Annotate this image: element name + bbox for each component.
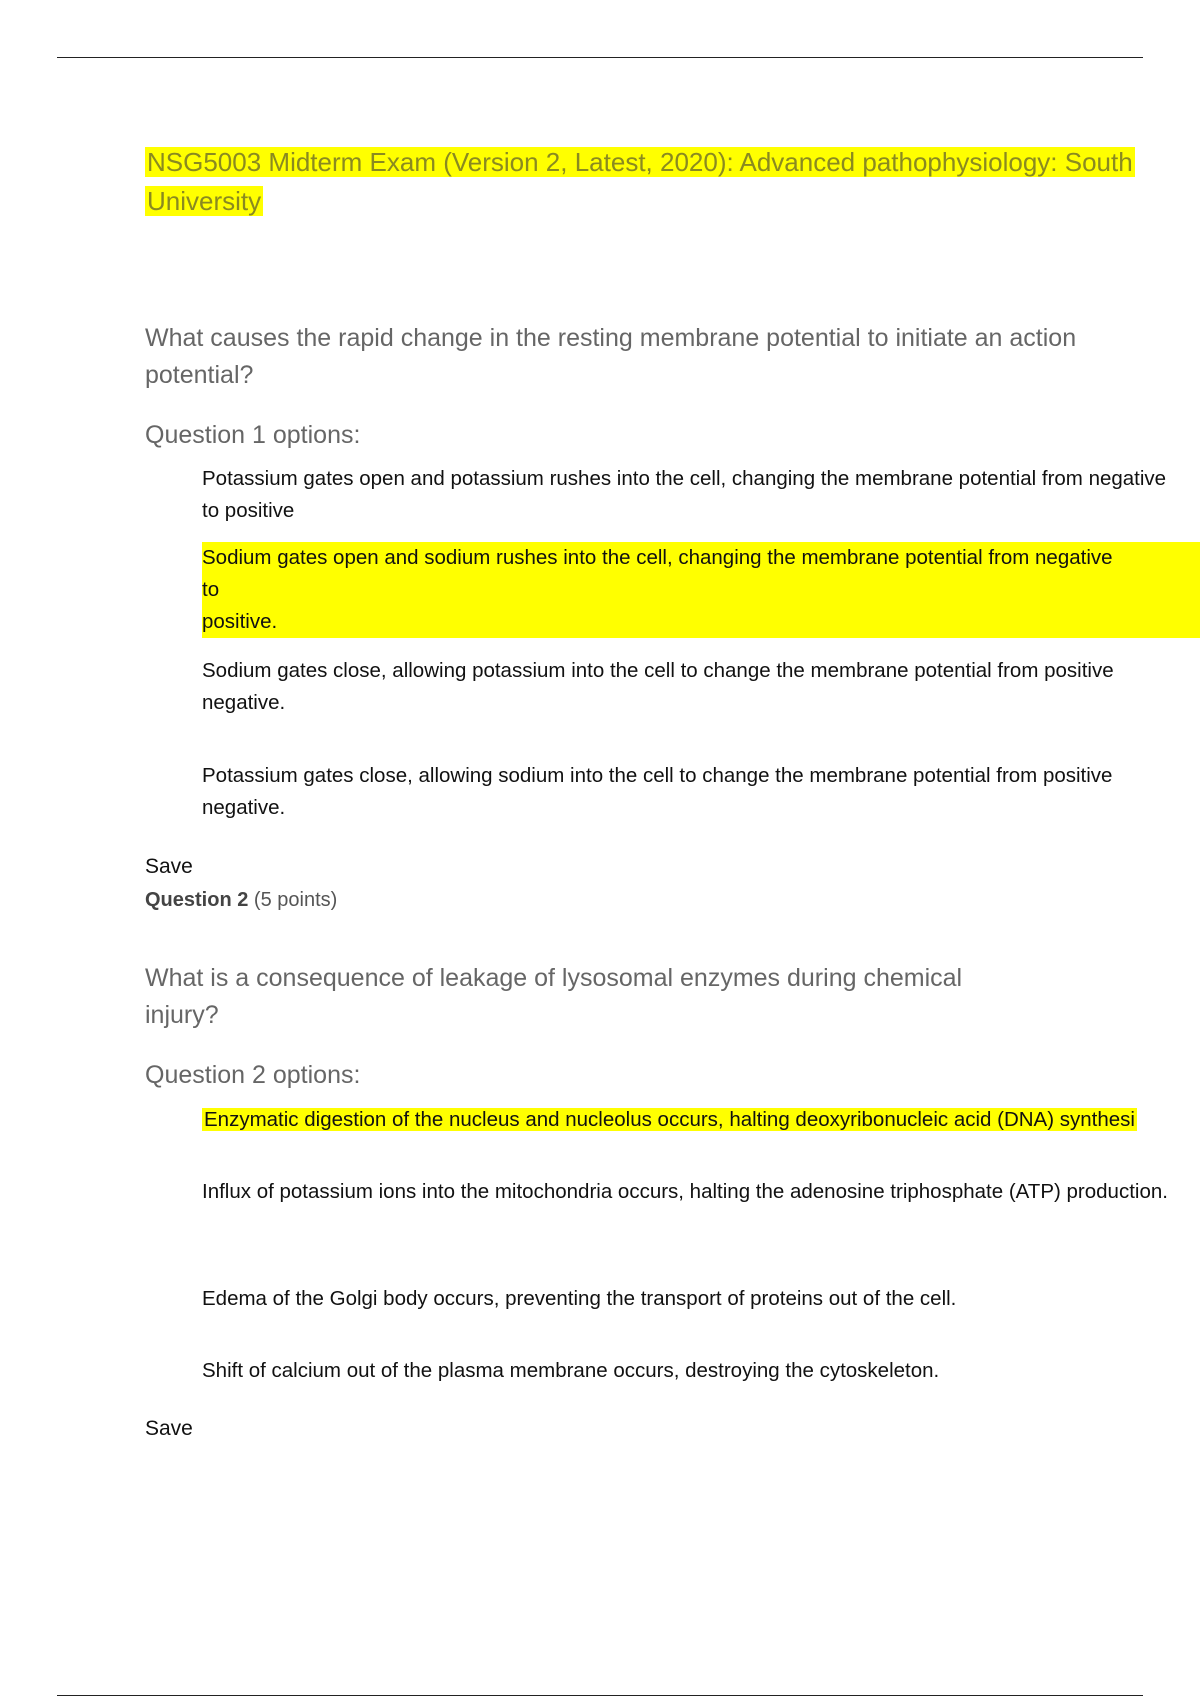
document-title-text: NSG5003 Midterm Exam (Version 2, Latest, 2020): Advanced pathophysiology: South University	[147, 147, 1133, 216]
question-1-text: What causes the rapid change in the resting membrane potential to initiate an action potential?	[145, 324, 1077, 389]
question-1-option-3[interactable]: Sodium gates close, allowing potassium into the cell to change the membrane potential from positive negative.	[202, 659, 1114, 714]
question-2-option-2[interactable]: Influx of potassium ions into the mitochondria occurs, halting the adenosine triphosphate (ATP) production.	[202, 1180, 1168, 1203]
question-1-option-2-selected[interactable]: Sodium gates open and sodium rushes into the cell, changing the membrane potential from negative to positive.	[202, 542, 1200, 638]
question-1-option-4[interactable]: Potassium gates close, allowing sodium into the cell to change the membrane potential from positive negative.	[202, 764, 1113, 819]
question-2-text: What is a consequence of leakage of lysosomal enzymes during chemical injury?	[145, 964, 963, 1029]
top-rule	[57, 57, 1143, 58]
question-1-save-button[interactable]: Save	[145, 855, 193, 878]
question-1-options-label: Question 1 options:	[145, 421, 361, 449]
question-2-option-4[interactable]: Shift of calcium out of the plasma membrane occurs, destroying the cytoskeleton.	[202, 1359, 940, 1382]
question-2-points: (5 points)	[253, 889, 338, 911]
question-2-heading	[145, 886, 337, 914]
question-2-option-1-selected[interactable]	[202, 1104, 1200, 1136]
document-title	[145, 143, 1165, 221]
bottom-rule	[57, 1695, 1143, 1696]
question-2-option-1-text: Enzymatic digestion of the nucleus and nucleolus occurs, halting deoxyribonucleic acid (DNA) synthesi	[204, 1108, 1135, 1131]
question-1-option-1[interactable]: Potassium gates open and potassium rushes into the cell, changing the membrane potential from negative to positive	[202, 467, 1167, 522]
question-2-save-button[interactable]: Save	[145, 1417, 193, 1440]
question-2-number: Question 2	[145, 889, 249, 911]
question-2-options-label: Question 2 options:	[145, 1061, 361, 1089]
question-2-option-3[interactable]: Edema of the Golgi body occurs, preventing the transport of proteins out of the cell.	[202, 1287, 957, 1310]
